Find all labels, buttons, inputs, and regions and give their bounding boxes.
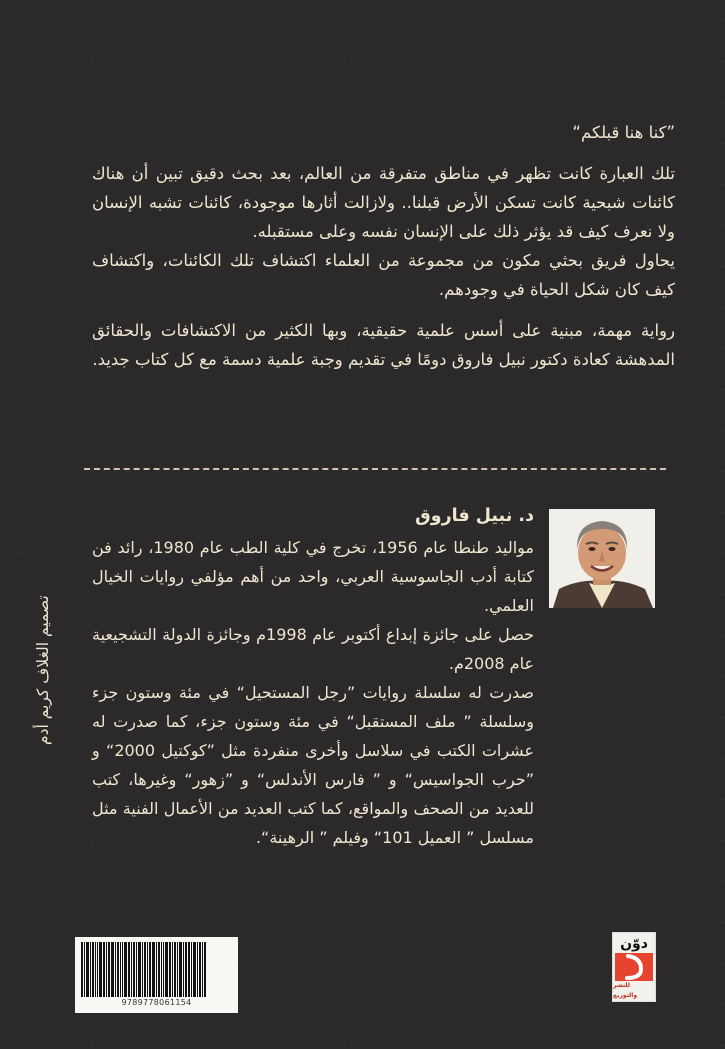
publisher-name: دوّن xyxy=(620,936,648,952)
dashed-separator xyxy=(84,468,666,470)
blurb-section xyxy=(92,118,675,374)
author-bio-paragraph-3: صدرت له سلسلة روايات ”رجل المستحيل“ في مئة وستون جزء وسلسلة ” ملف المستقبل“ في مئة وستون جزء، كما صدرت له عشرات الكتب في سلاسل وأخرى منفردة مثل ”كوكتيل 2000“ و ”حرب الجواسيس“ و ” فارس الأندلس“ و ”زهور“ وغيرها، كتب للعديد من الصحف والمواقع، كما كتب العديد من الأعمال الفنية مثل مسلسل ” العميل 101“ وفيلم ” الرهينة“. xyxy=(92,683,534,847)
isbn-barcode xyxy=(75,937,238,1013)
author-bio-paragraph-1: مواليد طنطا عام 1956، تخرج في كلية الطب عام 1980، رائد فن كتابة أدب الجاسوسية العربي، واحد من أهم مؤلفي روايات الخيال العلمي. xyxy=(92,538,535,615)
publisher-logo xyxy=(612,932,656,1002)
author-photo xyxy=(549,509,655,608)
publisher-mark-icon xyxy=(615,953,653,981)
blurb-paragraph-3: رواية مهمة، مبنية على أسس علمية حقيقية، وبها الكثير من الاكتشافات والحقائق المدهشة كعادة دكتور نبيل فاروق دومًا في تقديم وجبة علمية دسمة مع كل كتاب جديد. xyxy=(92,321,675,369)
author-name: د. نبيل فاروق xyxy=(415,506,534,526)
author-portrait-icon xyxy=(549,509,655,608)
blurb-paragraph-1: تلك العبارة كانت تظهر في مناطق متفرقة من العالم، بعد بحث دقيق تبين أن هناك كائنات شبحية كانت تسكن الأرض قبلنا.. ولازالت أثارها موجودة، كائنات تشبه الإنسان ولا نعرف كيف قد يؤثر ذلك على الإنسان نفسه وعلى مستقبله. xyxy=(92,164,675,241)
cover-design-credit: تصميم الغلاف كريم أدم xyxy=(34,595,52,745)
publisher-tagline: للنشر والتوزيع xyxy=(613,982,638,999)
author-bio-paragraph-2: حصل على جائزة إبداع أكتوبر عام 1998م وجائزة الدولة التشجيعية عام 2008م. xyxy=(92,625,535,673)
blurb-tagline: ”كنا هنا قبلكم“ xyxy=(572,123,675,142)
isbn-number: 9789778061154 xyxy=(121,998,192,1007)
author-section xyxy=(92,502,534,852)
blurb-paragraph-2: يحاول فريق بحثي مكون من مجموعة من العلماء اكتشاف تلك الكائنات، واكتشاف كيف كان شكل الحياة في وجودهم. xyxy=(92,251,675,299)
barcode-bars xyxy=(81,942,232,997)
